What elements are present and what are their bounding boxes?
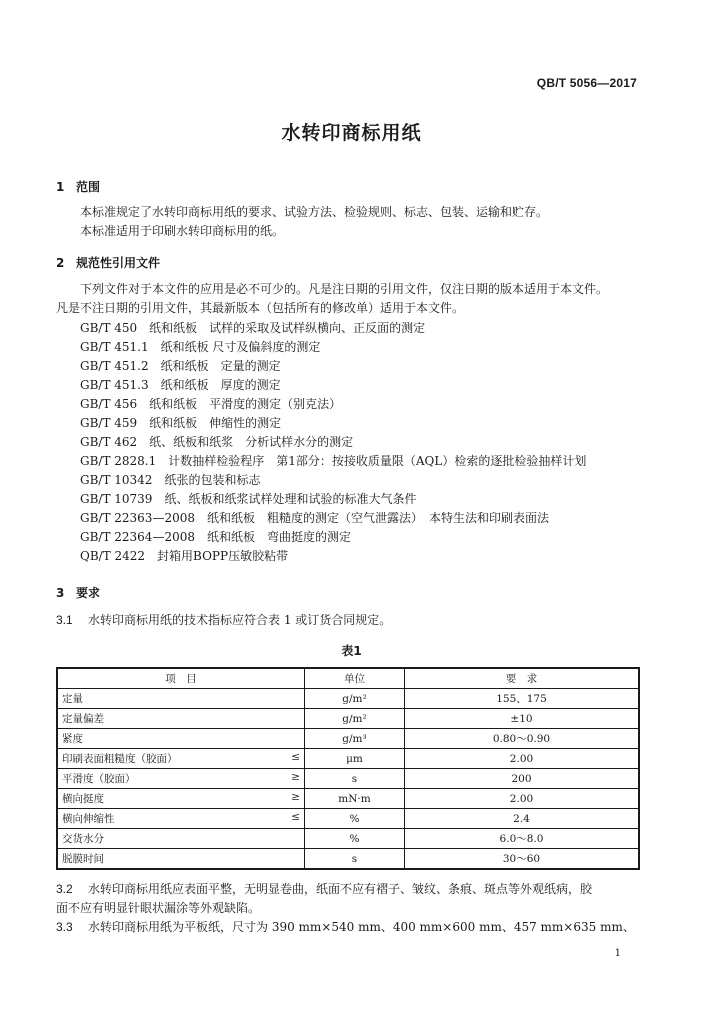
header-item: 项 目 — [57, 668, 305, 689]
section-1-title: 范围 — [76, 180, 101, 194]
section-2-number: 2 — [56, 256, 65, 270]
standard-id: QB/T 5056—2017 — [536, 76, 637, 90]
section-2-intro-line-2: 凡是不注日期的引用文件，其最新版本（包括所有的修改单）适用于本文件。 — [56, 301, 465, 315]
row-unit: % — [305, 809, 405, 829]
clause-3-2-number: 3.2 — [56, 882, 73, 896]
row-requirement: 2.4 — [405, 809, 640, 829]
clause-3-2-line-2: 面不应有明显针眼状漏涂等外观缺陷。 — [56, 901, 261, 915]
reference-list — [80, 319, 586, 566]
row-requirement: ±10 — [405, 709, 640, 729]
table-row — [57, 769, 639, 789]
row-requirement: 6.0～8.0 — [405, 829, 640, 849]
row-item: 紧度 — [62, 733, 83, 745]
reference-item: GB/T 451.2 纸和纸板 定量的测定 — [80, 359, 281, 373]
clause-3-1-text: 水转印商标用纸的技术指标应符合表 1 或订货合同规定。 — [88, 613, 392, 627]
row-item: 平滑度（胶面） — [62, 773, 136, 785]
reference-item: GB/T 10342 纸张的包装和标志 — [80, 473, 261, 487]
row-unit: s — [305, 769, 405, 789]
row-item: 印刷表面粗糙度（胶面） — [62, 753, 178, 765]
header-requirement: 要 求 — [405, 668, 640, 689]
section-1-paragraph-2: 本标准适用于印刷水转印商标用的纸。 — [80, 224, 285, 238]
reference-item: GB/T 10739 纸、纸板和纸浆试样处理和试验的标准大气条件 — [80, 492, 417, 506]
reference-item: GB/T 451.1 纸和纸板 尺寸及偏斜度的测定 — [80, 340, 321, 354]
requirements-table — [56, 667, 640, 870]
reference-item: GB/T 462 纸、纸板和纸浆 分析试样水分的测定 — [80, 435, 354, 449]
section-1-number: 1 — [56, 180, 65, 194]
row-requirement: 30～60 — [405, 849, 640, 870]
table-1-caption: 表1 — [341, 644, 362, 658]
table-row — [57, 689, 639, 709]
section-2-intro-line-1: 下列文件对于本文件的应用是必不可少的。凡是注日期的引用文件，仅注日期的版本适用于本文件。 — [80, 282, 609, 296]
row-unit: mN·m — [305, 789, 405, 809]
section-2-heading — [56, 254, 160, 271]
table-row — [57, 729, 639, 749]
reference-item: QB/T 2422 封箱用BOPP压敏胶粘带 — [80, 549, 289, 563]
clause-3-2 — [56, 880, 592, 899]
row-unit: s — [305, 849, 405, 870]
reference-item: GB/T 2828.1 计数抽样检验程序 第1部分：按接收质量限（AQL）检索的逐批检验抽样计划 — [80, 454, 587, 468]
section-2-title: 规范性引用文件 — [76, 256, 161, 270]
section-1-heading — [56, 178, 100, 195]
row-sign: ≥ — [291, 771, 300, 783]
reference-item: GB/T 451.3 纸和纸板 厚度的测定 — [80, 378, 281, 392]
header-unit: 单位 — [305, 668, 405, 689]
row-unit: g/m³ — [305, 729, 405, 749]
row-requirement: 2.00 — [405, 749, 640, 769]
table-row — [57, 709, 639, 729]
table-header-row — [57, 668, 639, 689]
row-requirement: 200 — [405, 769, 640, 789]
table-row — [57, 809, 639, 829]
row-item: 交货水分 — [62, 833, 104, 845]
clause-3-1 — [56, 611, 391, 630]
row-unit: g/m² — [305, 709, 405, 729]
row-sign: ≤ — [291, 751, 300, 763]
clause-3-3-number: 3.3 — [56, 920, 73, 934]
row-requirement: 155、175 — [405, 689, 640, 709]
table-row — [57, 749, 639, 769]
row-item: 横向挺度 — [62, 793, 104, 805]
row-sign: ≤ — [291, 811, 300, 823]
clause-3-3 — [56, 918, 635, 937]
clause-3-1-number: 3.1 — [56, 613, 73, 627]
table-row — [57, 849, 639, 870]
reference-item: GB/T 459 纸和纸板 伸缩性的测定 — [80, 416, 282, 430]
row-unit: g/m² — [305, 689, 405, 709]
reference-item: GB/T 22364—2008 纸和纸板 弯曲挺度的测定 — [80, 530, 351, 544]
section-1-paragraph-1: 本标准规定了水转印商标用纸的要求、试验方法、检验规则、标志、包装、运输和贮存。 — [80, 205, 549, 219]
section-3-number: 3 — [56, 586, 65, 600]
row-item: 定量 — [62, 693, 83, 705]
row-item: 定量偏差 — [62, 713, 104, 725]
row-requirement: 0.80～0.90 — [405, 729, 640, 749]
section-3-heading — [56, 584, 100, 601]
row-item: 横向伸缩性 — [62, 813, 115, 825]
reference-item: GB/T 22363—2008 纸和纸板 粗糙度的测定（空气泄露法） 本特生法和印刷表面法 — [80, 511, 549, 525]
page-number: 1 — [614, 948, 621, 959]
row-unit: μm — [305, 749, 405, 769]
reference-item: GB/T 450 纸和纸板 试样的采取及试样纵横向、正反面的测定 — [80, 321, 426, 335]
table-row — [57, 829, 639, 849]
row-requirement: 2.00 — [405, 789, 640, 809]
table-row — [57, 789, 639, 809]
section-3-title: 要求 — [76, 586, 101, 600]
row-sign: ≥ — [291, 791, 300, 803]
clause-3-3-text: 水转印商标用纸为平板纸，尺寸为 390 mm×540 mm、400 mm×600 mm、457 mm×635 mm、 — [88, 920, 635, 934]
clause-3-2-line-1: 水转印商标用纸应表面平整，无明显卷曲，纸面不应有褶子、皱纹、条痕、斑点等外观纸病，胶 — [88, 882, 593, 896]
row-unit: % — [305, 829, 405, 849]
row-item: 脱膜时间 — [62, 853, 104, 865]
reference-item: GB/T 456 纸和纸板 平滑度的测定（别克法） — [80, 397, 342, 411]
document-title: 水转印商标用纸 — [281, 122, 422, 144]
